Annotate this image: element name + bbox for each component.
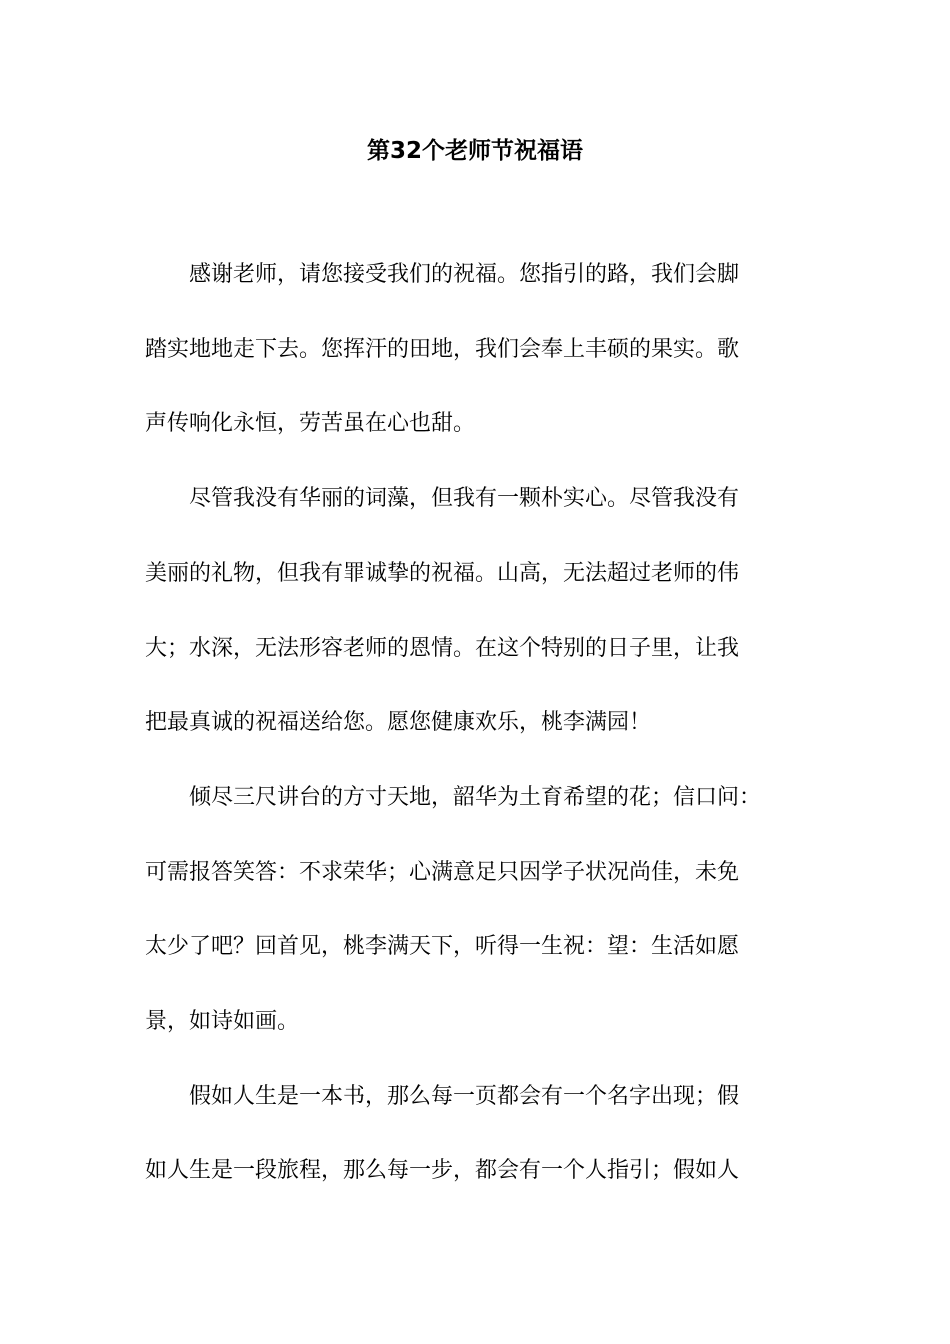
text-line: 大；水深，无法形容老师的恩情。在这个特别的日子里，让我 xyxy=(145,636,740,661)
text-line: 景，如诗如画。 xyxy=(145,1009,300,1034)
text-line: 可需报答笑答：不求荣华；心满意足只因学子状况尚佳，未免 xyxy=(145,860,740,885)
document-title: 第32个老师节祝福语 xyxy=(366,138,583,164)
text-line: 太少了吧？回首见，桃李满天下，听得一生祝：望：生活如愿 xyxy=(145,934,740,959)
text-line: 倾尽三尺讲台的方寸天地，韶华为土育希望的花；信口问： xyxy=(145,785,762,810)
text-line: 踏实地地走下去。您挥汗的田地，我们会奉上丰硕的果实。歌 xyxy=(145,337,740,362)
text-line: 假如人生是一本书，那么每一页都会有一个名字出现；假 xyxy=(145,1084,740,1109)
text-line: 美丽的礼物，但我有罪诚挚的祝福。山高，无法超过老师的伟 xyxy=(145,561,740,586)
text-line: 把最真诚的祝福送给您。愿您健康欢乐，桃李满园！ xyxy=(145,710,652,735)
text-line: 声传响化永恒，劳苦虽在心也甜。 xyxy=(145,411,476,436)
text-line: 尽管我没有华丽的词藻，但我有一颗朴实心。尽管我没有 xyxy=(145,486,740,511)
text-line: 感谢老师，请您接受我们的祝福。您指引的路，我们会脚 xyxy=(145,262,740,287)
text-line: 如人生是一段旅程，那么每一步，都会有一个人指引；假如人 xyxy=(145,1158,740,1183)
